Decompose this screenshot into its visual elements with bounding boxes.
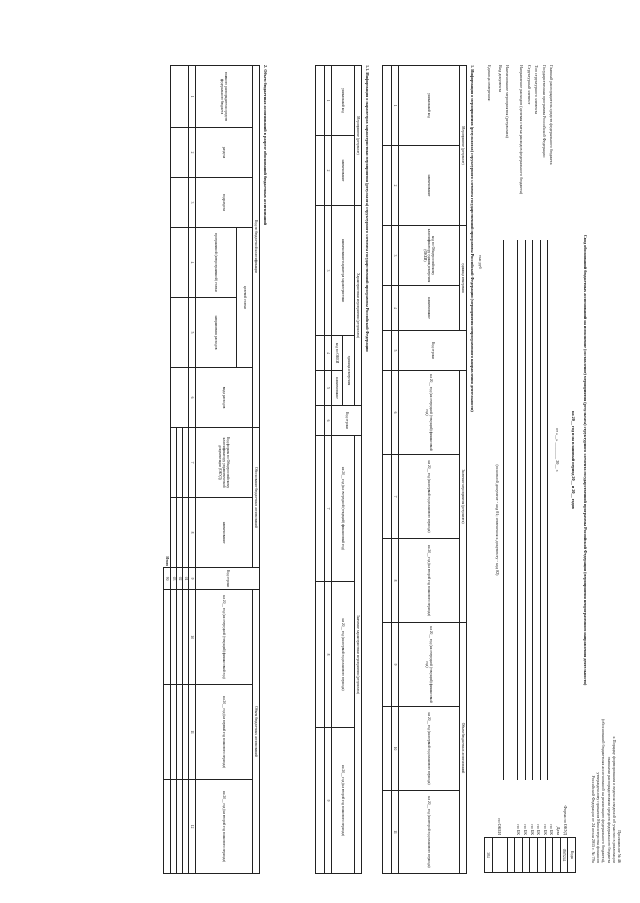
th-b3: на 20__ год (на второй год планового периода) <box>399 791 460 874</box>
total-cell <box>164 590 171 685</box>
col-number: 9 <box>189 568 196 590</box>
data-cell <box>316 436 325 582</box>
data-cell <box>316 582 325 728</box>
field-underline <box>532 240 533 780</box>
row-code: 03 <box>171 568 177 590</box>
code-cell <box>553 838 561 873</box>
appendix-line: (обоснований бюджетных ассигнований на реализацию федерального бюджета), <box>601 718 607 863</box>
th-b1: на 20__ год (на очередной (текущий) финансовый год) <box>196 590 253 685</box>
th-y2: на 20__ год (на первый год планового периода) <box>399 455 460 539</box>
col-number: 1 <box>392 66 399 146</box>
field-underline <box>517 240 518 780</box>
th-v1: на 20__ год (на очередной (текущий) финансовый год) <box>332 436 355 582</box>
th-v3: на 20__ год (на второй год планового периода) <box>332 728 355 874</box>
row-code: 02 <box>177 568 183 590</box>
code-label: по БК <box>529 824 535 835</box>
col-number: 9 <box>325 728 332 874</box>
field-label: Тип структурного элемента <box>534 65 540 115</box>
col-number: 9 <box>392 623 399 707</box>
th-char-name: наименование параметра характеристики <box>332 206 355 336</box>
field-underline <box>547 240 548 780</box>
col-number: 4 <box>325 336 332 371</box>
col-number: 6 <box>189 368 196 428</box>
unit-value: тыс руб <box>478 255 483 269</box>
th-unit-name: наименование <box>399 286 460 331</box>
th-name: наименование <box>332 136 355 206</box>
code-cell <box>522 838 530 873</box>
data-cell <box>316 406 325 436</box>
th-b1: на 20__ год (на очередной (текущий) финансовый год) <box>399 623 460 707</box>
data-cell <box>316 206 325 336</box>
data-cell <box>177 590 183 685</box>
th-event: Мероприятие (результат) <box>460 66 467 226</box>
total-cell <box>164 685 171 780</box>
data-cell <box>183 590 189 685</box>
th-line-code: Код строки <box>332 406 362 436</box>
th-b3: на 20__ год (на второй год планового периода) <box>196 780 253 874</box>
data-cell <box>171 298 189 368</box>
field-label: Структурный элемент <box>526 65 532 105</box>
data-cell <box>171 228 189 298</box>
data-cell <box>383 371 392 455</box>
data-cell <box>177 780 183 874</box>
data-cell <box>316 336 325 371</box>
appendix-line: Российской Федерации от 24 июня 2015 г. № 79н <box>590 775 596 863</box>
data-cell <box>177 428 183 498</box>
data-cell <box>316 136 325 206</box>
field-label: Направление расходов (целевая статья расходов федерального бюджета) <box>519 65 525 195</box>
total-cell <box>164 780 171 874</box>
data-cell <box>171 685 177 780</box>
data-cell <box>171 590 177 685</box>
th-okud-name: наименование <box>196 498 253 568</box>
data-cell <box>177 685 183 780</box>
field-label: Вид документа <box>497 65 503 92</box>
th-line-code: Код строки <box>399 331 467 371</box>
col-number: 11 <box>189 685 196 780</box>
field-underline <box>540 240 541 780</box>
section1-table <box>382 65 467 874</box>
appendix-block <box>591 719 622 863</box>
col-number: 3 <box>189 178 196 228</box>
col-number: 10 <box>392 707 399 791</box>
th-event: Мероприятие (результат) <box>355 66 362 206</box>
codes-header: Коды <box>568 838 576 873</box>
th-program: программной (непрограммной) статьи <box>196 228 237 298</box>
data-cell <box>171 178 189 228</box>
th-values: Значение характеристики мероприятия (результата) <box>355 436 362 874</box>
th-unit: единица измерения <box>343 336 355 406</box>
code-cell <box>530 838 538 873</box>
field-label: Главный распорядитель средств федерального бюджета <box>549 65 554 165</box>
data-cell <box>383 286 392 331</box>
th-unique-code: уникальный код <box>332 66 355 136</box>
th-v2: на 20__ год (на первый год планового периода) <box>332 582 355 728</box>
th-kbk: Код по бюджетной классификации <box>253 66 260 428</box>
th-okei: код по Общероссийскому классификатору единиц измерения (ОКЕИ) <box>399 226 460 286</box>
document-subtitle: на 20__ год и на плановый период 20__ и 20__ годов <box>571 411 576 509</box>
total-code: 90 <box>164 568 171 590</box>
code-cell <box>492 838 507 873</box>
section11-title: 1.1. Информация о параметрах характеристики мероприятия (результата) структурного элемента государственной программы Российской Федерации <box>365 65 370 352</box>
section11-table <box>315 65 362 874</box>
field-label: Государственная программа Российской Федерации <box>541 65 547 158</box>
appendix-line: главными распорядителями средств федерального бюджета <box>606 756 612 863</box>
th-grbs: главного распорядителя средств федерального бюджета <box>196 66 253 128</box>
th-subsection: подраздела <box>196 178 253 228</box>
header-fields <box>486 65 555 194</box>
th-okei: код по ОКЕИ <box>332 336 343 371</box>
th-section: раздела <box>196 128 253 178</box>
th-okud-code: Код формы по Общероссийскому классификатору управленческой документации (ОКУД) <box>196 428 253 498</box>
col-number: 7 <box>325 436 332 582</box>
col-number: 6 <box>325 406 332 436</box>
data-cell <box>383 623 392 707</box>
col-number: 4 <box>392 286 399 331</box>
data-cell <box>316 371 325 406</box>
col-number: 4 <box>189 228 196 298</box>
codes-table <box>484 837 576 873</box>
col-number: 8 <box>189 498 196 568</box>
code-cell <box>538 838 546 873</box>
col-number: 11 <box>392 791 399 874</box>
code-cell <box>545 838 553 873</box>
col-number: 7 <box>189 428 196 498</box>
field-underline <box>503 240 504 780</box>
th-line-code: Код строки <box>196 568 260 590</box>
col-number: 1 <box>189 66 196 128</box>
appendix-number: Приложение № 46 <box>617 830 622 863</box>
data-cell <box>171 428 177 498</box>
code-label: Дата <box>556 826 561 835</box>
col-number: 8 <box>325 582 332 728</box>
codes-labels <box>515 824 561 835</box>
col-number: 5 <box>189 298 196 368</box>
data-cell <box>183 685 189 780</box>
code-cell <box>515 838 523 873</box>
data-cell <box>183 498 189 568</box>
section2-table <box>164 65 261 874</box>
th-budget: Объем бюджетных ассигнований <box>253 590 260 874</box>
data-cell <box>171 128 189 178</box>
date-line: от «__» ________ 20__ г. <box>555 428 560 472</box>
data-cell <box>316 728 325 874</box>
col-number: 5 <box>325 371 332 406</box>
data-cell <box>383 707 392 791</box>
th-expense-type: вида расходов <box>196 368 253 428</box>
code-label: по БК <box>549 824 555 835</box>
section1-title: 1. Информация о мероприятиях (результатах) структурного элемента государственной программы Российской Федерации (мероприятия непрограммного направления деятельности) <box>470 65 475 412</box>
th-unit-name: наименование <box>332 371 343 406</box>
form-okud-label: Форма по ОКУД <box>563 805 568 835</box>
data-cell <box>171 780 177 874</box>
th-unique-code: уникальный код <box>399 66 460 146</box>
okei-label: по ОКЕИ <box>497 818 502 835</box>
th-characteristics: Характеристики мероприятия (результата) <box>355 206 362 406</box>
th-values: Значение мероприятия (результата) <box>460 371 467 623</box>
data-cell <box>383 331 392 371</box>
okei-code: 384 <box>485 838 493 873</box>
field-label: Единица измерения: <box>487 65 493 102</box>
col-number: 3 <box>325 206 332 336</box>
appendix-line: к Порядку формирования и ведения сведений об участии в реализации <box>611 736 617 863</box>
code-label: по БК <box>523 824 529 835</box>
col-number: 12 <box>189 780 196 874</box>
form-code: 0505244 <box>560 838 568 873</box>
data-cell <box>183 428 189 498</box>
code-label: по БК <box>536 824 542 835</box>
data-cell <box>171 498 177 568</box>
document-title: Свод обоснований бюджетных ассигнований на исполнение (составление) мероприятия (результата) структурного элемента государственной программы Российской Федерации (мероприятия непрограммного направления деятельности) <box>583 234 588 686</box>
th-unit: единица измерения <box>460 226 467 331</box>
code-cell <box>507 838 515 873</box>
field-underline <box>525 240 526 780</box>
col-number: 10 <box>189 590 196 685</box>
data-cell <box>316 66 325 136</box>
th-b2: на 20__ год (на первый год планового периода) <box>196 685 253 780</box>
th-name: наименование <box>399 146 460 226</box>
col-number: 1 <box>325 66 332 136</box>
row-code: 01 <box>183 568 189 590</box>
code-label: по БК <box>516 824 522 835</box>
col-number: 7 <box>392 455 399 539</box>
th-budget: Объем бюджетных ассигнований <box>460 623 467 874</box>
data-cell <box>183 780 189 874</box>
th-direction: направления расходов <box>196 298 237 368</box>
data-cell <box>383 791 392 874</box>
col-number: 2 <box>325 136 332 206</box>
th-y1: на 20__ год (на очередной (текущий) финансовый год) <box>399 371 460 455</box>
data-cell <box>171 368 189 428</box>
data-cell <box>383 146 392 226</box>
code-label: по БК <box>542 824 548 835</box>
section2-title: 2. Объем бюджетных ассигнований в разрезе обоснований бюджетных ассигнований <box>263 65 268 226</box>
th-target: целевой статьи <box>237 228 253 368</box>
th-justification: Обоснование бюджетных ассигнований <box>253 428 260 568</box>
data-cell <box>383 226 392 286</box>
col-number: 6 <box>392 371 399 455</box>
data-cell <box>383 455 392 539</box>
col-number: 8 <box>392 539 399 623</box>
field-label: Наименование мероприятия (результата) <box>504 65 510 138</box>
col-number: 2 <box>392 146 399 226</box>
doc-kind-hint: (основной документ - код 01; изменения к документу - код 02) <box>495 464 500 576</box>
th-b2: на 20__ год (на первый год планового периода) <box>399 707 460 791</box>
col-number: 5 <box>392 331 399 371</box>
data-cell <box>171 66 189 128</box>
data-cell <box>383 66 392 146</box>
total-label: Итого <box>165 556 170 567</box>
th-y3: на 20__ год (на второй год планового периода) <box>399 539 460 623</box>
data-cell <box>383 539 392 623</box>
appendix-line: утвержденному приказом Министерства финансов <box>596 772 602 863</box>
col-number: 2 <box>189 128 196 178</box>
col-number: 3 <box>392 226 399 286</box>
data-cell <box>177 498 183 568</box>
